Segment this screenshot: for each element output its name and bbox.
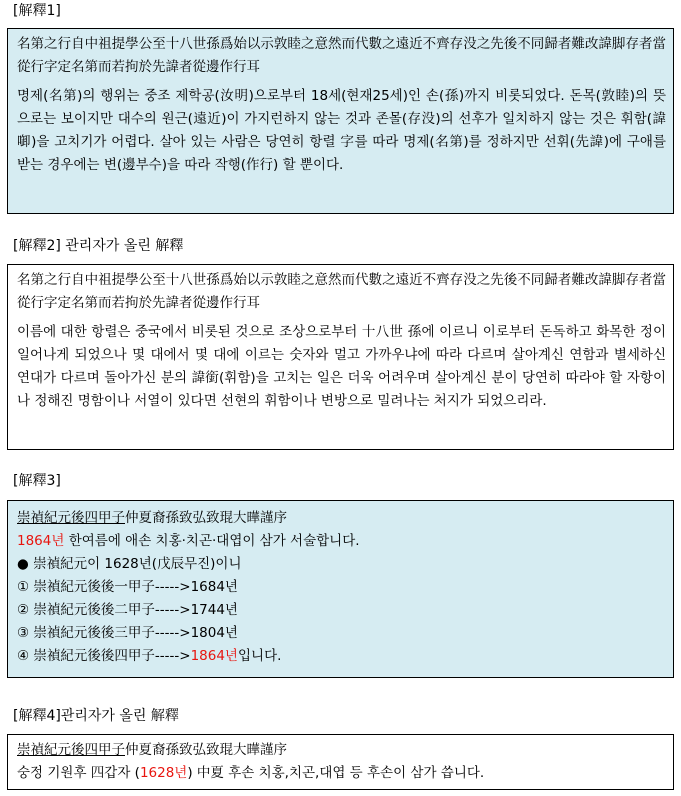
- section-2-original-text: 名第之行自中祖提學公至十八世孫爲始以示敦睦之意然而代數之遠近不齊存没之先後不同歸者難改諱脚存者當從行字定名第而若拘於先諱者從邊作行耳: [17, 272, 666, 311]
- section-1-box: [7, 28, 674, 214]
- section-4-label: [解釋4]관리자가 올린 解釋: [13, 708, 179, 724]
- list-item-text: 崇禎紀元後後三甲子----->1804년: [29, 625, 238, 641]
- section-4-translation: [17, 762, 666, 785]
- list-item: [17, 622, 666, 645]
- translation-rest: 한여름에 애손 치홍·치곤·대엽이 삼가 서술합니다.: [64, 533, 360, 549]
- translation-pre: 숭정 기원후 四갑자 (: [17, 765, 140, 781]
- section-3-heading: [17, 507, 666, 530]
- section-3-box: [7, 500, 674, 678]
- heading-rest: 仲夏裔孫致弘致琨大曄謹序: [125, 742, 287, 758]
- era-underlined: 崇禎紀元後四甲子: [17, 510, 125, 526]
- era-base-text: 崇禎紀元이 1628년(戊辰무진)이니: [28, 556, 242, 572]
- section-1-translation-text: 명제(名第)의 행위는 중조 제학공(汝明)으로부터 18세(현재25세)인 손(孫)까지 비롯되었다. 돈목(敦睦)의 뜻으로는 보이지만 대수의 원근(遠近)이 가지런하지 않는 것과 존몰(存没)의 선후가 일치하지 않는 것은 휘함(諱啣)을 고치기가 어렵다. 살아 있는 사람은 당연히 항렬 字를 따라 명제(名第)를 정하지만 선휘(先諱)에 구애를 받는 경우에는 변(邊부수)을 따라 작행(作行) 할 뿐이다.: [17, 88, 666, 173]
- section-2-box: [7, 264, 674, 450]
- section-2-translation-text: 이름에 대한 항렬은 중국에서 비롯된 것으로 조상으로부터 十八世 孫에 이르니 이로부터 돈독하고 화목한 정이 일어나게 되었으나 몇 대에서 몇 대에 이르는 숫자와 멀고 가까우냐에 따라 다르며 살아계신 연함과 별세하신 연대가 다르며 돌아가신 분의 諱銜(휘함)을 고치는 일은 더욱 어려우며 살아계신 분이 당연히 따라야 할 자항이나 정해진 명함이나 서열이 있다면 선현의 휘함이나 변방으로 밀려나는 처지가 되었으리라.: [17, 324, 666, 409]
- circled-number: ②: [17, 602, 30, 618]
- translation-post: ) 中夏 후손 치홍,치곤,대엽 등 후손이 삼가 씁니다.: [187, 765, 485, 781]
- era-base-note: [17, 553, 666, 576]
- list-item-text: 崇禎紀元後後一甲子----->1684년: [29, 579, 238, 595]
- circled-number: ③: [17, 625, 30, 641]
- list-item: [17, 576, 666, 599]
- list-item-text: 崇禎紀元後後二甲子----->1744년: [29, 602, 238, 618]
- section-1-label: [解釋1]: [13, 3, 61, 19]
- year-highlight: 1628년: [139, 765, 188, 781]
- section-4-heading: [17, 739, 666, 762]
- list-item-suffix: 입니다.: [237, 648, 282, 664]
- list-item: [17, 645, 666, 668]
- era-underlined: 崇禎紀元後四甲子: [17, 742, 125, 758]
- section-3-translation: [17, 530, 666, 553]
- heading-rest: 仲夏裔孫致弘致琨大曄謹序: [125, 510, 287, 526]
- bullet-icon: ●: [17, 556, 29, 572]
- circled-number: ④: [17, 648, 30, 664]
- section-4-box: [7, 734, 674, 790]
- section-1-original-text: 名第之行自中祖提學公至十八世孫爲始以示敦睦之意然而代數之遠近不齊存没之先後不同歸者難改諱脚存者當從行字定名第而若拘於先諱者從邊作行耳: [17, 36, 666, 75]
- list-item: [17, 599, 666, 622]
- year-highlight: 1864년: [17, 533, 65, 549]
- section-2-label: [解釋2] 관리자가 올린 解釋: [13, 238, 184, 254]
- list-item-text: 崇禎紀元後後四甲子----->: [29, 648, 191, 664]
- year-highlight: 1864년: [190, 648, 238, 664]
- section-3-label: [解釋3]: [13, 473, 61, 489]
- circled-number: ①: [17, 579, 30, 595]
